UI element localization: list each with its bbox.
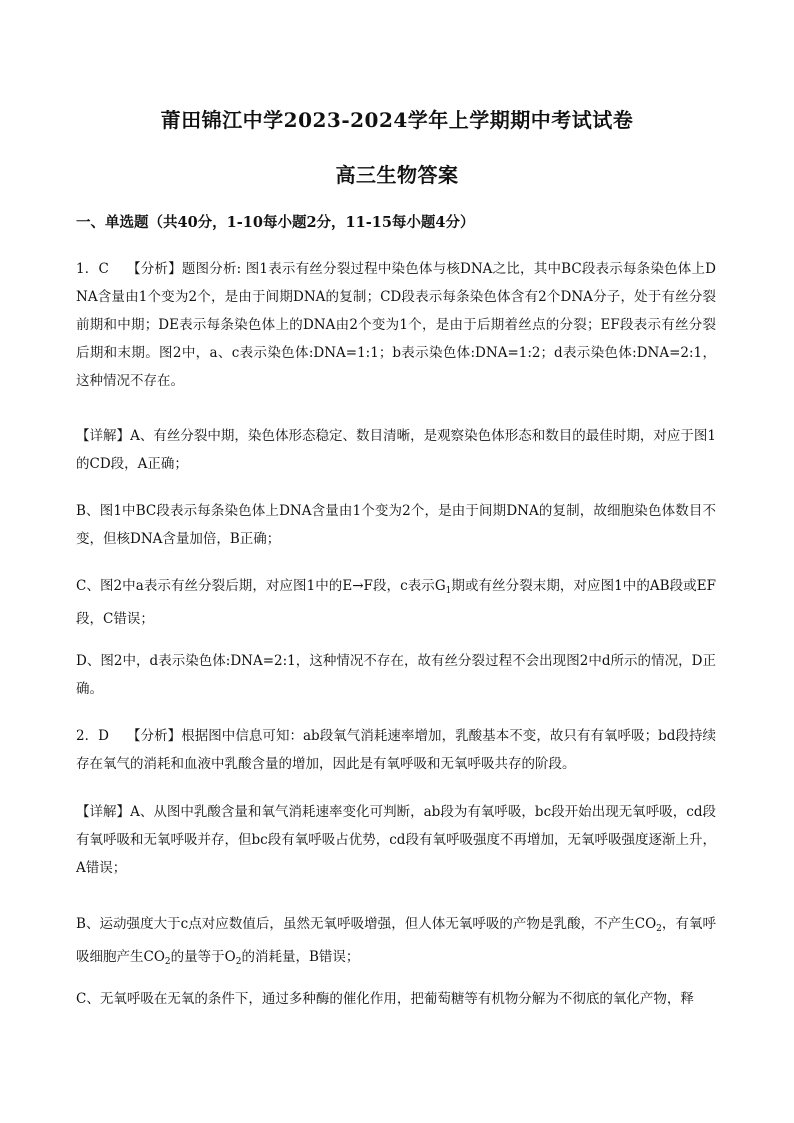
q1-detail-c-subscript: 1 bbox=[445, 586, 452, 596]
q2-analysis-text: 根据图中信息可知：ab段氧气消耗速率增加，乳酸基本不变，故只有有氧呼吸；bd段持续存在氧气的消耗和血液中乳酸含量的增加，因此是有氧呼吸和无氧呼吸共存的阶段。 bbox=[76, 728, 717, 772]
q1-detail-d: D、图2中，d表示染色体:DNA=2:1，这种情况不存在，故有丝分裂过程不会出现图2中d所示的情况，D正确。 bbox=[76, 653, 716, 697]
q2-detail-b-subscript-1: 2 bbox=[656, 924, 662, 934]
q1-analysis bbox=[76, 255, 716, 395]
q2-detail-b-subscript-2: 2 bbox=[164, 957, 171, 967]
q2-detail-b-text-4: 的消耗量，B错误； bbox=[241, 949, 360, 965]
q2-detail-a-text: A、从图中乳酸含量和氧气消耗速率变化可判断，ab段为有氧呼吸，bc段开始出现无氧呼吸，cd段有氧呼吸和无氧呼吸并存，但bc段有氧呼吸占优势，cd段有氧呼吸强度不再增加，无氧呼吸强度逐渐上升，A错误； bbox=[76, 804, 717, 876]
q2-detail-b bbox=[76, 910, 716, 976]
q2-detail-b-subscript-3: 2 bbox=[235, 957, 242, 967]
q1-detail-c-text-1: C、图2中a表示有丝分裂后期，对应图1中的E→F段，c表示G bbox=[76, 578, 446, 594]
q2-detail-b-text-1: B、运动强度大于c点对应数值后，虽然无氧呼吸增强，但人体无氧呼吸的产物是乳酸，不产生CO bbox=[76, 916, 657, 932]
q1-detail-b: B、图1中BC段表示每条染色体上DNA含量由1个变为2个，是由于间期DNA的复制，故细胞染色体数目不变，但核DNA含量加倍，B正确； bbox=[76, 503, 716, 547]
q2-detail-b-text-3: 的量等于O bbox=[170, 949, 236, 965]
q1-detail-c bbox=[76, 572, 716, 633]
q2-number: 2．D bbox=[76, 728, 109, 744]
q2-detail-a bbox=[76, 798, 716, 882]
q2-detail-tag: 【详解】 bbox=[76, 804, 131, 820]
q1-detail-a bbox=[76, 422, 716, 478]
document-title: 莆田锦江中学2023-2024学年上学期期中考试试卷 bbox=[160, 108, 634, 132]
q2-analysis bbox=[76, 722, 716, 778]
document-subtitle: 高三生物答案 bbox=[335, 163, 459, 187]
q1-detail-tag: 【详解】 bbox=[76, 428, 131, 444]
q1-detail-a-text: A、有丝分裂中期，染色体形态稳定、数目清晰，是观察染色体形态和数目的最佳时期，对应于图1的CD段，A正确； bbox=[76, 428, 716, 472]
q1-analysis-tag: 【分析】 bbox=[126, 261, 182, 277]
section-heading: 一、单选题（共40分，1-10每小题2分，11-15每小题4分） bbox=[76, 214, 475, 231]
q1-detail-c-text-2: 期或有丝分裂末期，对应图1中的AB段或EF段，C错误； bbox=[76, 578, 716, 627]
q2-detail-c: C、无氧呼吸在无氧的条件下，通过多种酶的催化作用，把葡萄糖等有机物分解为不彻底的氧化产物，释 bbox=[76, 991, 694, 1007]
q2-detail-b-text-2: ，有氧呼吸细胞产生CO bbox=[76, 916, 716, 965]
q1-number: 1．C bbox=[76, 261, 109, 277]
q2-analysis-tag: 【分析】 bbox=[127, 728, 182, 744]
q1-analysis-text: 题图分析: 图1表示有丝分裂过程中染色体与核DNA之比，其中BC段表示每条染色体上DNA含量由1个变为2个，是由于间期DNA的复制；CD段表示每条染色体含有2个DNA分子，处于有丝分裂前期和中期；DE表示每条染色体上的DNA由2个变为1个，是由于后期着丝点的分裂；EF段表示有丝分裂后期和末期。图2中，a、c表示染色体:DNA=1:1；b表示染色体:DNA=1:2；d表示染色体:DNA=2:1，这种情况不存在。 bbox=[76, 261, 716, 389]
